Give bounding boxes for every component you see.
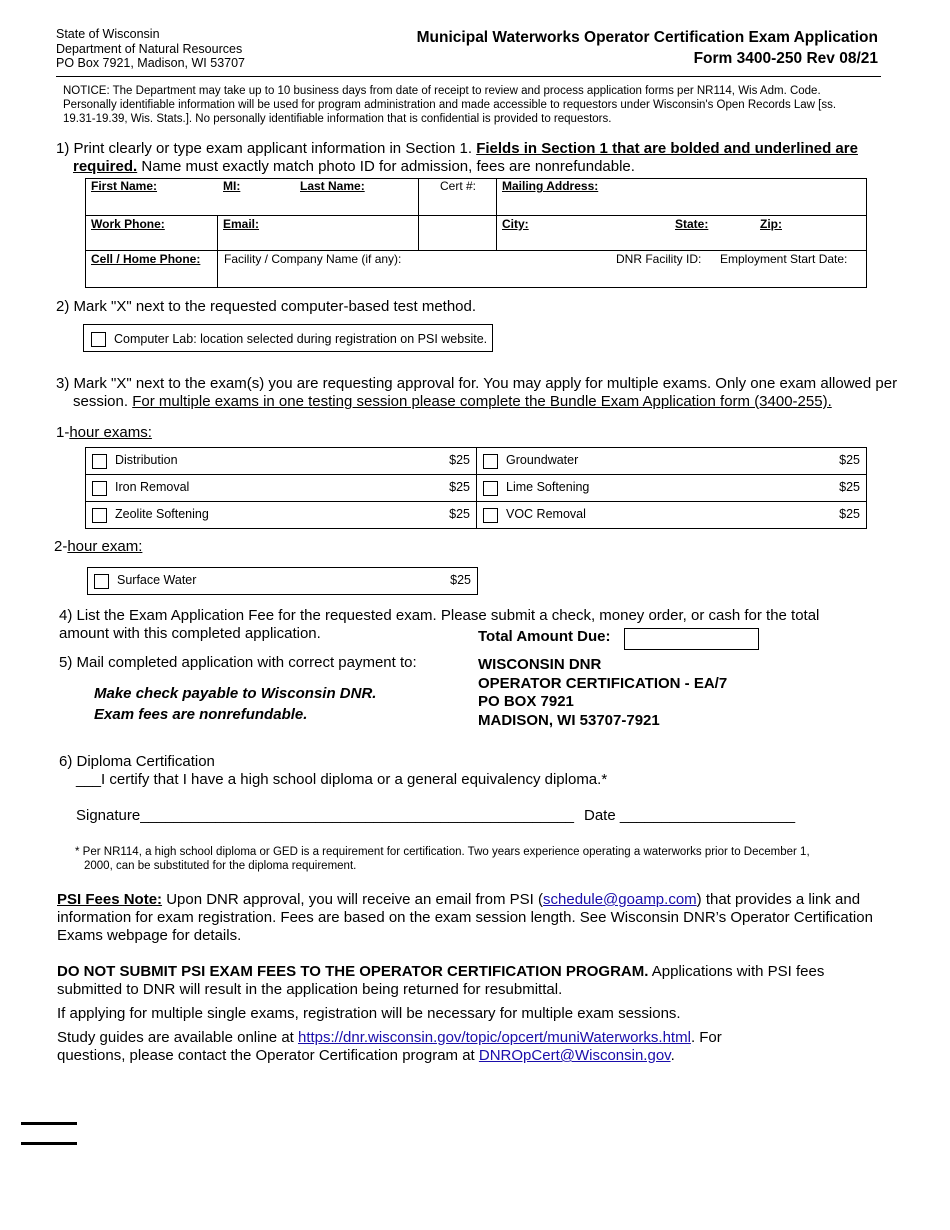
section-4-instructions: 4) List the Exam Application Fee for the requested exam. Please submit a check, money order, or cash for the total amount with this completed application. (59, 607, 820, 642)
margin-mark (21, 1122, 77, 1125)
exam-row-surface-water[interactable] (88, 568, 478, 595)
last-name-label: Last Name: (300, 179, 365, 193)
exam-name: VOC Removal (506, 507, 586, 522)
exam-name: Distribution (115, 453, 178, 468)
diploma-certify-line (76, 771, 607, 789)
exam-fee: $25 (839, 453, 860, 468)
exam-checkbox[interactable] (92, 508, 107, 523)
email-cell-extension[interactable] (419, 216, 497, 251)
agency-line-2: Department of Natural Resources (56, 41, 243, 56)
section-1-prefix: 1) Print clearly or type exam applicant information in Section 1. (56, 140, 477, 157)
section-6-title: 6) Diploma Certification (59, 753, 215, 770)
bundle-note: For multiple exams in one testing session please complete the Bundle Exam Application form (3400-255). (132, 393, 832, 410)
cell-phone-label: Cell / Home Phone: (91, 252, 201, 266)
date-label: Date (584, 807, 616, 824)
signature-row (76, 807, 574, 825)
name-cell[interactable] (86, 179, 419, 216)
address-line-2: OPERATOR CERTIFICATION - EA/7 (478, 674, 728, 692)
form-number: Form 3400-250 Rev 08/21 (693, 50, 878, 67)
cell-phone-facility-cell[interactable] (86, 251, 867, 288)
section-1-instructions (56, 140, 913, 176)
mailing-address-label: Mailing Address: (502, 179, 599, 193)
opcert-email-link[interactable]: DNROpCert@Wisconsin.gov (478, 1047, 671, 1064)
exam-fee: $25 (449, 507, 470, 522)
do-not-submit-text: Applications with PSI fees submitted to DNR will result in the application being returned for resubmittal. (57, 963, 825, 998)
exam-name: Zeolite Softening (115, 507, 209, 522)
computer-lab-checkbox[interactable] (91, 332, 106, 347)
exam-checkbox[interactable] (483, 508, 498, 523)
address-line-4: MADISON, WI 53707-7921 (478, 711, 660, 729)
applicant-info-table (85, 178, 867, 288)
psi-fees-note (57, 891, 877, 945)
multiple-exams-note: If applying for multiple single exams, registration will be necessary for multiple exam sessions. (57, 1005, 681, 1022)
exam-fee: $25 (450, 573, 471, 588)
cell-divider (217, 216, 218, 250)
cert-cell[interactable] (419, 179, 497, 216)
exam-row-voc-removal[interactable] (477, 502, 867, 529)
exam-name: Iron Removal (115, 480, 190, 495)
exam-row-lime-softening[interactable] (477, 475, 867, 502)
exam-name: Lime Softening (506, 480, 590, 495)
zip-label: Zip: (760, 217, 782, 231)
exam-checkbox[interactable] (483, 454, 498, 469)
cert-label: Cert #: (440, 179, 477, 193)
exam-row-distribution[interactable] (86, 448, 477, 475)
section-3-instructions (56, 375, 928, 411)
notice-text: NOTICE: The Department may take up to 10 business days from date of receipt to review and process application forms per NR114, Wis Adm. Code. Personally identifiable information will be used for program administration and made accessible to requestors under Wisconsin's Open Records Law [ss. 19.31-19.39, Wis. Stats.]. No personally identifiable information that is confidential is provided to requestors. (63, 85, 837, 125)
one-hour-label: hour exams: (69, 424, 152, 441)
section-3-text: 3) Mark "X" next to the exam(s) you are requesting approval for. You may apply for multiple exams. Only one exam allowed per session. (56, 375, 898, 410)
exam-row-groundwater[interactable] (477, 448, 867, 475)
exam-checkbox[interactable] (92, 481, 107, 496)
address-line-3: PO BOX 7921 (478, 693, 574, 710)
first-name-label: First Name: (91, 179, 158, 193)
city-label: City: (502, 217, 529, 231)
study-text-3: . (670, 1047, 675, 1064)
facility-label: Facility / Company Name (if any): (224, 252, 402, 266)
work-phone-email-cell[interactable] (86, 216, 419, 251)
do-not-submit-note (57, 963, 877, 999)
agency-line-3: PO Box 7921, Madison, WI 53707 (56, 56, 245, 70)
exam-checkbox[interactable] (483, 481, 498, 496)
employment-start-label: Employment Start Date: (720, 252, 848, 266)
section-1-required-note: Fields in Section 1 that are bolded and underlined are required. (73, 140, 858, 175)
one-hour-prefix: 1- (56, 424, 70, 441)
mi-label: MI: (223, 179, 241, 193)
exam-fee: $25 (839, 507, 860, 522)
dnr-facility-id-label: DNR Facility ID: (616, 252, 702, 266)
signature-line[interactable]: ____________________________________________________ (140, 807, 575, 824)
margin-mark (21, 1142, 77, 1145)
do-not-submit-bold: DO NOT SUBMIT PSI EXAM FEES TO THE OPERATOR CERTIFICATION PROGRAM. (57, 963, 649, 980)
study-text-2: . For questions, please contact the Operator Certification program at (57, 1029, 722, 1064)
two-hour-prefix: 2- (54, 538, 68, 555)
study-guides-note (57, 1029, 777, 1065)
certify-text: I certify that I have a high school diploma or a general equivalency diploma.* (101, 771, 608, 788)
state-label: State: (675, 217, 709, 231)
payment-note-line-1: Make check payable to Wisconsin DNR. (94, 685, 377, 702)
psi-fees-text-2: ) that provides a link and information for exam registration. Fees are based on the exam session length. See Wisconsin DNR’s Operator Certification Exams webpage for details. (57, 891, 873, 944)
one-hour-heading (56, 424, 152, 442)
certify-blank[interactable]: ___ (76, 771, 102, 788)
exam-fee: $25 (839, 480, 860, 495)
agency-line-1: State of Wisconsin (56, 27, 160, 41)
date-row (584, 807, 795, 825)
psi-email-link[interactable]: schedule@goamp.com (543, 891, 697, 908)
cell-divider (217, 251, 218, 287)
exam-row-iron-removal[interactable] (86, 475, 477, 502)
study-text-1: Study guides are available online at (57, 1029, 298, 1046)
form-header (417, 27, 878, 69)
date-line[interactable]: _____________________ (615, 807, 796, 824)
section-5-instructions: 5) Mail completed application with correct payment to: (59, 654, 417, 671)
mailing-address-cell[interactable] (497, 179, 867, 216)
exam-checkbox[interactable] (92, 454, 107, 469)
form-title: Municipal Waterworks Operator Certification Exam Application (416, 29, 878, 46)
exam-fee: $25 (449, 480, 470, 495)
mailing-address-block (478, 656, 727, 730)
header-divider (56, 76, 881, 77)
two-hour-heading (54, 538, 142, 556)
study-guide-link[interactable]: https://dnr.wisconsin.gov/topic/opcert/muniWaterworks.html (298, 1029, 691, 1046)
agency-address (56, 27, 245, 71)
exam-name: Surface Water (117, 573, 197, 588)
payment-note-line-2: Exam fees are nonrefundable. (94, 706, 308, 723)
one-hour-exam-table (85, 447, 867, 529)
signature-label: Signature (76, 807, 141, 824)
total-amount-input[interactable] (624, 628, 759, 650)
exam-name: Groundwater (506, 453, 579, 468)
two-hour-exam-table (87, 567, 478, 595)
payment-note (94, 683, 376, 725)
city-state-zip-cell[interactable] (497, 216, 867, 251)
section-2-instructions: 2) Mark "X" next to the requested computer-based test method. (56, 298, 477, 315)
section-1-suffix: Name must exactly match photo ID for admission, fees are nonrefundable. (137, 158, 635, 175)
email-label: Email: (223, 217, 260, 231)
computer-lab-option[interactable] (83, 324, 493, 352)
diploma-footnote: * Per NR114, a high school diploma or GED is a requirement for certification. Two years experience operating a waterworks prior to December 1, 2000, can be substituted for the diploma requirement. (75, 846, 810, 872)
psi-fees-text-1: Upon DNR approval, you will receive an email from PSI ( (162, 891, 544, 908)
address-line-1: WISCONSIN DNR (478, 656, 602, 673)
computer-lab-label: Computer Lab: location selected during registration on PSI website. (114, 332, 488, 346)
total-amount-label: Total Amount Due: (478, 628, 611, 645)
exam-checkbox[interactable] (94, 574, 109, 589)
exam-fee: $25 (449, 453, 470, 468)
work-phone-label: Work Phone: (91, 217, 165, 231)
psi-fees-label: PSI Fees Note: (57, 891, 163, 908)
exam-row-zeolite-softening[interactable] (86, 502, 477, 529)
two-hour-label: hour exam: (67, 538, 143, 555)
